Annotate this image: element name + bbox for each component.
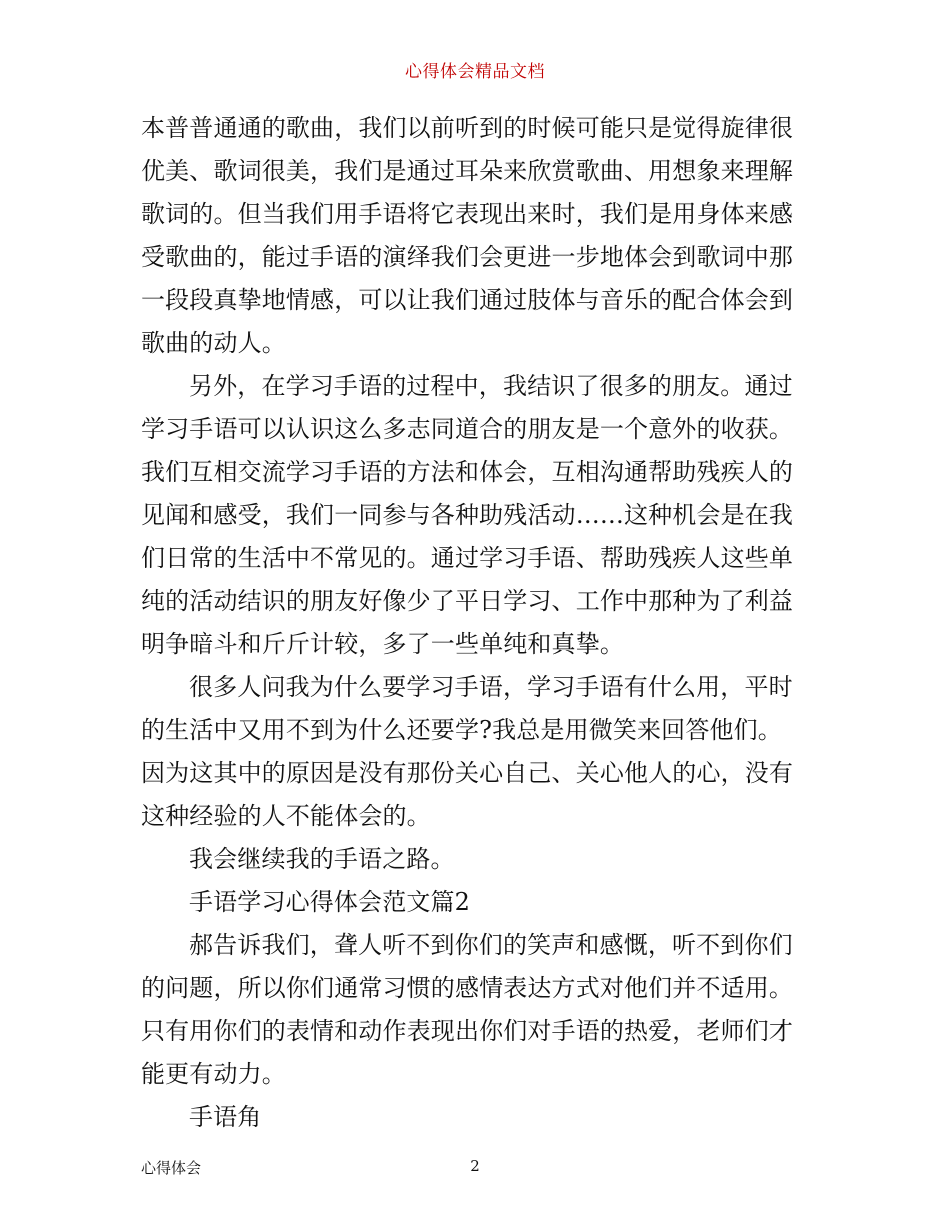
document-body — [141, 107, 813, 1139]
text-line: 很多人问我为什么要学习手语，学习手语有什么用，平时 — [189, 673, 793, 701]
paragraph-5 — [141, 924, 813, 1096]
text-line: 一段段真挚地情感，可以让我们通过肢体与音乐的配合体会到 — [141, 286, 794, 314]
paragraph-6 — [141, 1096, 813, 1139]
paragraph-1 — [141, 107, 813, 365]
paragraph-3 — [141, 666, 813, 838]
text-line: 歌曲的动人。 — [141, 329, 286, 357]
text-line: 郝告诉我们，聋人听不到你们的笑声和感慨，听不到你们 — [189, 931, 793, 959]
text-line: 明争暗斗和斤斤计较，多了一些单纯和真挚。 — [141, 630, 624, 658]
text-line: 本普普通通的歌曲，我们以前听到的时候可能只是觉得旋律很 — [141, 114, 794, 142]
paragraph-4 — [141, 838, 813, 881]
text-line: 我会继续我的手语之路。 — [189, 845, 455, 873]
text-line: 歌词的。但当我们用手语将它表现出来时，我们是用身体来感 — [141, 200, 794, 228]
text-line: 的生活中又用不到为什么还要学?我总是用微笑来回答他们。 — [141, 716, 782, 744]
text-line: 见闻和感受，我们一同参与各种助残活动……这种机会是在我 — [141, 501, 794, 529]
page-header-title: 心得体会精品文档 — [405, 62, 545, 82]
text-line: 能更有动力。 — [141, 1060, 286, 1088]
text-line: 我们互相交流学习手语的方法和体会，互相沟通帮助残疾人的 — [141, 458, 794, 486]
text-line: 学习手语可以认识这么多志同道合的朋友是一个意外的收获。 — [141, 415, 794, 443]
text-line: 手语角 — [189, 1103, 262, 1131]
text-line: 的问题，所以你们通常习惯的感情表达方式对他们并不适用。 — [141, 974, 794, 1002]
text-line: 这种经验的人不能体会的。 — [141, 802, 431, 830]
text-line: 纯的活动结识的朋友好像少了平日学习、工作中那种为了利益 — [141, 587, 794, 615]
text-line: 们日常的生活中不常见的。通过学习手语、帮助残疾人这些单 — [141, 544, 794, 572]
text-line: 优美、歌词很美，我们是通过耳朵来欣赏歌曲、用想象来理解 — [141, 157, 794, 185]
text-line: 因为这其中的原因是没有那份关心自己、关心他人的心，没有 — [141, 759, 794, 787]
page-number: 2 — [470, 1157, 480, 1175]
paragraph-2 — [141, 365, 813, 666]
text-line: 另外，在学习手语的过程中，我结识了很多的朋友。通过 — [189, 372, 793, 400]
section-heading: 手语学习心得体会范文篇2 — [189, 888, 471, 916]
text-line: 只有用你们的表情和动作表现出你们对手语的热爱，老师们才 — [141, 1017, 794, 1045]
text-line: 受歌曲的，能过手语的演绎我们会更进一步地体会到歌词中那 — [141, 243, 794, 271]
footer-label: 心得体会 — [141, 1159, 202, 1177]
